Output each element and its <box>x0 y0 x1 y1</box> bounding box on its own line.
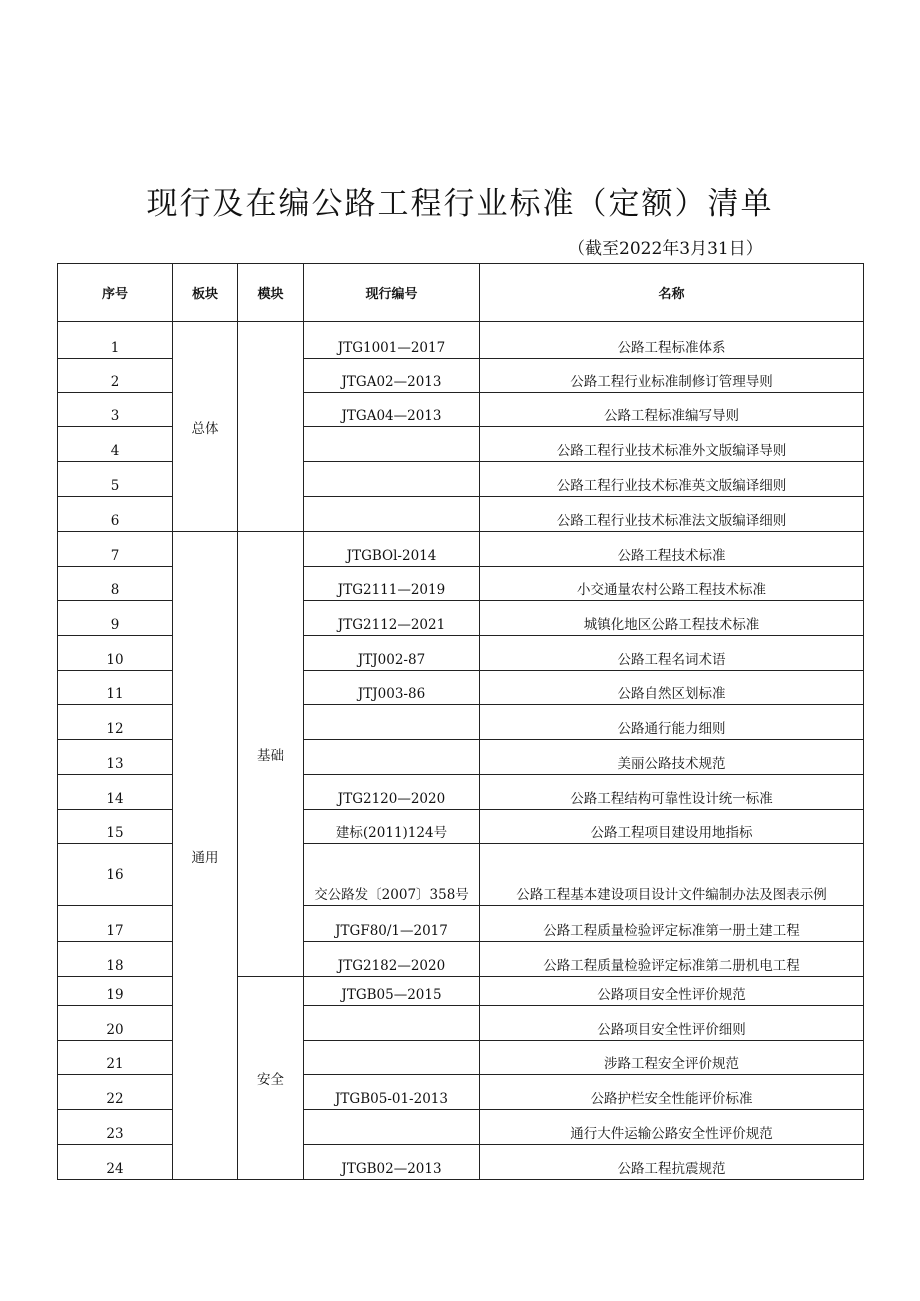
row-code: JTJ003-86 <box>304 671 480 705</box>
row-seq: 8 <box>58 567 173 601</box>
row-code <box>304 462 480 497</box>
header-module: 模块 <box>238 264 304 322</box>
row-seq: 6 <box>58 497 173 532</box>
row-name: 公路工程名词术语 <box>480 636 864 671</box>
header-plate: 板块 <box>173 264 238 322</box>
row-code: JTGBOl-2014 <box>304 532 480 567</box>
row-seq: 22 <box>58 1075 173 1110</box>
plate-general-cell: 通用 <box>173 532 238 1180</box>
header-code: 现行编号 <box>304 264 480 322</box>
row-seq: 5 <box>58 462 173 497</box>
row-seq: 4 <box>58 427 173 462</box>
row-code: JTGB05—2015 <box>304 977 480 1006</box>
module-basic-cell: 基础 <box>238 532 304 977</box>
header-seq: 序号 <box>58 264 173 322</box>
row-code: JTJ002-87 <box>304 636 480 671</box>
row-code <box>304 1041 480 1075</box>
table-row <box>58 532 864 567</box>
header-name: 名称 <box>480 264 864 322</box>
row-name: 公路工程质量检验评定标准第二册机电工程 <box>480 942 864 977</box>
date-note: （截至2022年3月31日） <box>568 239 763 259</box>
row-seq: 12 <box>58 705 173 740</box>
row-code: JTG2182—2020 <box>304 942 480 977</box>
row-name: 公路工程技术标准 <box>480 532 864 567</box>
row-seq: 24 <box>58 1145 173 1180</box>
row-seq: 16 <box>58 844 173 906</box>
row-code <box>304 1110 480 1145</box>
row-seq: 21 <box>58 1041 173 1075</box>
document-title: 现行及在编公路工程行业标准（定额）清单 <box>146 186 774 222</box>
row-name: 通行大件运输公路安全性评价规范 <box>480 1110 864 1145</box>
row-code <box>304 1006 480 1041</box>
row-code <box>304 427 480 462</box>
row-seq: 17 <box>58 906 173 942</box>
row-code: JTG2112—2021 <box>304 601 480 636</box>
row-name: 公路护栏安全性能评价标准 <box>480 1075 864 1110</box>
row-name: 涉路工程安全评价规范 <box>480 1041 864 1075</box>
row-name: 公路工程行业技术标准法文版编译细则 <box>480 497 864 532</box>
row-name: 公路工程结构可靠性设计统一标准 <box>480 775 864 810</box>
row-code: JTG1001—2017 <box>304 322 480 359</box>
row-name: 公路工程基本建设项目设计文件编制办法及图表示例 <box>480 844 864 906</box>
row-seq: 19 <box>58 977 173 1006</box>
row-code: JTG2120—2020 <box>304 775 480 810</box>
row-name: 公路工程质量检验评定标准第一册土建工程 <box>480 906 864 942</box>
row-code: 建标(2011)124号 <box>304 810 480 844</box>
row-code: JTGF80/1—2017 <box>304 906 480 942</box>
row-name: 公路项目安全性评价细则 <box>480 1006 864 1041</box>
row-name: 公路自然区划标准 <box>480 671 864 705</box>
row-name: 公路工程行业技术标准外文版编译导则 <box>480 427 864 462</box>
row-name: 公路项目安全性评价规范 <box>480 977 864 1006</box>
row-seq: 14 <box>58 775 173 810</box>
row-name: 公路通行能力细则 <box>480 705 864 740</box>
row-seq: 13 <box>58 740 173 775</box>
row-code <box>304 497 480 532</box>
row-name: 公路工程标准体系 <box>480 322 864 359</box>
plate-total-cell: 总体 <box>173 322 238 532</box>
row-name: 公路工程标准编写导则 <box>480 393 864 427</box>
row-seq: 10 <box>58 636 173 671</box>
row-seq: 9 <box>58 601 173 636</box>
module-total-cell <box>238 322 304 532</box>
row-code: JTGB02—2013 <box>304 1145 480 1180</box>
row-code: JTG2111—2019 <box>304 567 480 601</box>
row-seq: 11 <box>58 671 173 705</box>
row-seq: 2 <box>58 359 173 393</box>
row-code: JTGA04—2013 <box>304 393 480 427</box>
standards-table <box>57 263 864 1180</box>
row-seq: 7 <box>58 532 173 567</box>
row-name: 公路工程行业技术标准英文版编译细则 <box>480 462 864 497</box>
row-name: 公路工程抗震规范 <box>480 1145 864 1180</box>
row-seq: 3 <box>58 393 173 427</box>
module-safety-cell: 安全 <box>238 977 304 1180</box>
row-seq: 20 <box>58 1006 173 1041</box>
row-name: 美丽公路技术规范 <box>480 740 864 775</box>
table-header-row <box>58 264 864 322</box>
row-code: JTGB05-01-2013 <box>304 1075 480 1110</box>
row-code: JTGA02—2013 <box>304 359 480 393</box>
row-code <box>304 705 480 740</box>
row-code: 交公路发〔2007〕358号 <box>304 844 480 906</box>
row-name: 公路工程项目建设用地指标 <box>480 810 864 844</box>
row-seq: 15 <box>58 810 173 844</box>
row-name: 公路工程行业标准制修订管理导则 <box>480 359 864 393</box>
row-name: 城镇化地区公路工程技术标准 <box>480 601 864 636</box>
table-row <box>58 322 864 359</box>
row-name: 小交通量农村公路工程技术标准 <box>480 567 864 601</box>
row-seq: 18 <box>58 942 173 977</box>
row-code <box>304 740 480 775</box>
row-seq: 1 <box>58 322 173 359</box>
row-seq: 23 <box>58 1110 173 1145</box>
